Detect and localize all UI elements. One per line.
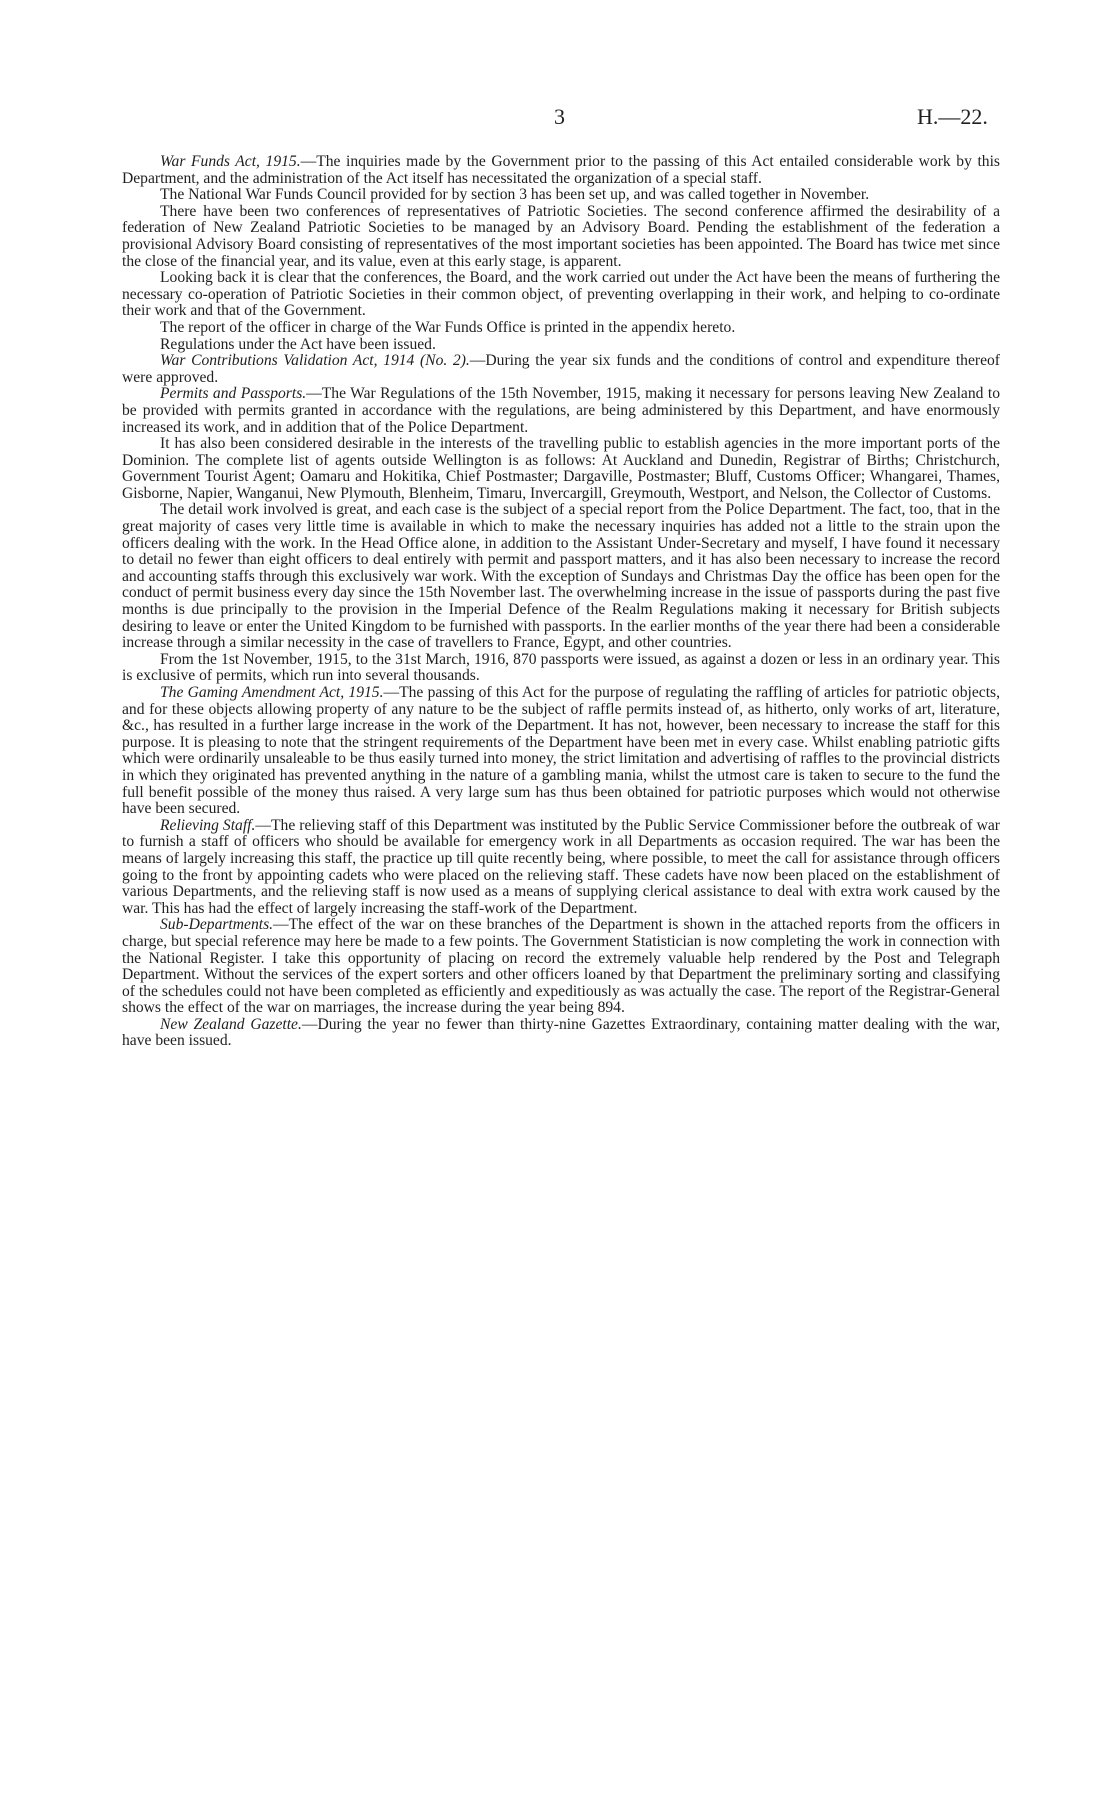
- paragraph-text: —The effect of the war on these branches of the Department is shown in the attached reports from the officers in charge, but special reference may here be made to a few points. The Government Statistician is now completing the work in connection with the National Register. I take this opportunity of placing on record the extremely valuable help rendered by the Post and Telegraph Department. Without the services of the expert sorters and other officers loaned by that Department the preliminary sorting and classifying of the schedules could not have been completed as efficiently and expeditiously as was actually the case. The report of the Registrar-General shows the effect of the war on marriages, the increase during the year being 894.: [122, 916, 1000, 1017]
- paragraph-text: The report of the officer in charge of the War Funds Office is printed in the appendix hereto.: [160, 318, 736, 336]
- paragraph-detail-work: [122, 502, 1000, 651]
- paragraph-text: The National War Funds Council provided for by section 3 has been set up, and was called together in November.: [160, 186, 870, 204]
- paragraph-text: —The passing of this Act for the purpose of regulating the raffling of articles for patriotic objects, and for these objects allowing property of any nature to be the subject of raffle permits instead of, as hitherto, only works of art, literature, &c., has resulted in a further large increase in the work of the Department. It has not, however, been necessary to increase the staff for this purpose. It is pleasing to note that the stringent requirements of the Department have been met in every case. Whilst enabling patriotic gifts which were ordinarily unsaleable to be thus easily turned into money, the strict limitation and advertising of raffles to the provincial districts in which they originated has prevented anything in the nature of a gambling mania, whilst the utmost care is taken to secure to the fund the full benefit possible of the money thus raised. A very large sum has thus been obtained for patriotic purposes which would not otherwise have been secured.: [122, 684, 1001, 818]
- paragraph-text: The detail work involved is great, and each case is the subject of a special report from the Police Department. The fact, too, that in the great majority of cases very little time is available in which to make the necessary inquiries has added not a little to the strain upon the officers dealing with the work. In the Head Office alone, in addition to the Assistant Under-Secretary and myself, I have found it necessary to detail no fewer than eight officers to deal entirely with permit and passport matters, and it has also been necessary to increase the record and accounting staffs through this exclusively war work. With the exception of Sundays and Christmas Day the office has been open for the conduct of permit business every day since the 15th November last. The overwhelming increase in the issue of passports during the past five months is due principally to the provision in the Imperial Defence of the Realm Regulations making it necessary for British subjects desiring to leave or enter the United Kingdom to be furnished with passports. In the earlier months of the year there had been a considerable increase through a similar necessity in the case of travellers to France, Egypt, and other countries.: [122, 501, 1000, 652]
- section-heading: Sub-Departments.: [160, 916, 274, 934]
- paragraph-text: There have been two conferences of representatives of Patriotic Societies. The second conference affirmed the desirability of a federation of New Zealand Patriotic Societies to be managed by an Advisory Board. Pending the establishment of the federation a provisional Advisory Board consisting of representatives of the most important societies has been appointed. The Board has twice met since the close of the financial year, and its value, even at this early stage, is apparent.: [122, 202, 1000, 270]
- paragraph-passports-issued: [122, 652, 1000, 685]
- page-header: [0, 104, 1114, 134]
- paragraph-text: —During the year no fewer than thirty-nine Gazettes Extraordinary, containing matter dealing with the war, have been issued.: [122, 1015, 1001, 1050]
- paragraph-text: —The relieving staff of this Department was instituted by the Public Service Commissioner before the outbreak of war to furnish a staff of officers who should be available for emergency work in all Departments as occasion required. The war has been the means of largely increasing this staff, the practice up till quite recently being, where possible, to meet the call for assistance through officers going to the front by appointing cadets who were placed on the relieving staff. These cadets have now been placed on the establishment of various Departments, and the relieving staff is now used as a means of supplying clerical assistance to deal with extra work caused by the war. This has had the effect of largely increasing the staff-work of the Department.: [122, 816, 1000, 917]
- document-reference: H.—22.: [917, 104, 988, 129]
- paragraph-gaming-amendment-act: [122, 685, 1000, 818]
- section-heading: Relieving Staff.: [160, 816, 256, 834]
- section-heading: War Funds Act, 1915.: [160, 153, 301, 170]
- body-text: [122, 154, 1000, 1050]
- section-heading: New Zealand Gazette.: [160, 1015, 302, 1033]
- paragraph-relieving-staff: [122, 818, 1000, 918]
- paragraph-text: —The War Regulations of the 15th November, 1915, making it necessary for persons leaving New Zealand to be provided with permits granted in accordance with the regulations, are being administered by this Department, and have enormously increased its work, and in addition that of the Police Department.: [122, 385, 1000, 436]
- paragraph-war-contributions-validation-act: [122, 353, 1000, 386]
- paragraph-text: —During the year six funds and the conditions of control and expenditure thereof were approved.: [122, 352, 1000, 386]
- paragraph-regulations: [122, 337, 1000, 354]
- paragraph-new-zealand-gazette: [122, 1017, 1000, 1050]
- paragraph-sub-departments: [122, 917, 1000, 1017]
- section-heading: Permits and Passports.: [160, 385, 307, 403]
- paragraph-agencies: [122, 436, 1000, 502]
- paragraph-text: Looking back it is clear that the conferences, the Board, and the work carried out under the Act have been the means of furthering the necessary co-operation of Patriotic Societies in their common object, of preventing overlapping in their work, and helping to co-ordinate their work and that of the Government.: [122, 269, 1000, 320]
- section-heading: The Gaming Amendment Act, 1915.: [160, 684, 384, 701]
- paragraph-text: It has also been considered desirable in the interests of the travelling public to establish agencies in the more important ports of the Dominion. The complete list of agents outside Wellington is as follows: At Auckland and Dunedin, Registrar of Births; Christchurch, Government Tourist Agent; Oamaru and Hokitika, Chief Postmaster; Dargaville, Postmaster; Bluff, Customs Officer; Whangarei, Thames, Gisborne, Napier, Wanganui, New Plymouth, Blenheim, Timaru, Invercargill, Greymouth, Westport, and Nelson, the Collector of Customs.: [122, 435, 1000, 502]
- section-heading: War Contributions Validation Act, 1914 (No. 2).: [160, 352, 470, 370]
- paragraph-looking-back: [122, 270, 1000, 320]
- page-number: 3: [554, 104, 565, 129]
- paragraph-war-funds-act: [122, 154, 1000, 187]
- paragraph-text: From the 1st November, 1915, to the 31st March, 1916, 870 passports were issued, as against a dozen or less in an ordinary year. This is exclusive of permits, which run into several thousands.: [122, 650, 1000, 685]
- paragraph-national-war-funds-council: [122, 187, 1000, 204]
- paragraph-war-funds-office-report: [122, 320, 1000, 337]
- paragraph-text: Regulations under the Act have been issued.: [160, 335, 436, 353]
- paragraph-conferences: [122, 204, 1000, 270]
- paragraph-text: —The inquiries made by the Government prior to the passing of this Act entailed considerable work by this Department, and the administration of the Act itself has necessitated the organization of a special staff.: [122, 153, 1000, 187]
- paragraph-permits-and-passports: [122, 386, 1000, 436]
